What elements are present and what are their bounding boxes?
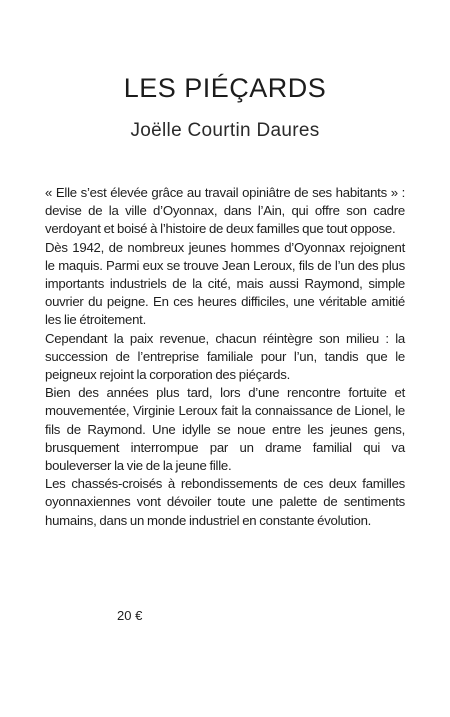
book-title: LES PIÉÇARDS [123,73,327,103]
summary-paragraph: Les chassés-croisés à rebondissements de ces deux familles oyonnaxiennes vont dévoiler toute une palette de sentiments humains, dans un monde industriel en constante évolution. [45,476,405,528]
summary-paragraph: Dès 1942, de nombreux jeunes hommes d’Oyonnax rejoignent le maquis. Parmi eux se trouve Jean Leroux, fils de l’un des plus importants industriels de la cité, mais aussi Raymond, simple ouvrier du peigne. En ces heures difficiles, une véritable amitié les lie étroitement. [45,239,405,328]
book-author: Joëlle Courtin Daures [130,120,320,141]
summary-paragraph: « Elle s’est élevée grâce au travail opiniâtre de ses habitants » : devise de la ville d’Oyonnax, dans l’Ain, qui offre son cadre verdoyant et boisé à l’histoire de deux familles que tout oppose. [45,185,405,237]
book-price: 20 € [117,608,143,623]
book-summary [45,184,405,530]
summary-paragraph: Bien des années plus tard, lors d’une rencontre fortuite et mouvementée, Virginie Leroux fait la connaissance de Lionel, le fils de Raymond. Une idylle se noue entre les jeunes gens, brusquement interrompue par un drame familial qui va bouleverser la vie de la jeune fille. [45,385,405,474]
summary-paragraph: Cependant la paix revenue, chacun réintègre son milieu : la succession de l’entreprise familiale pour l’un, tandis que le peigneux rejoint la corporation des piéçards. [45,330,405,383]
